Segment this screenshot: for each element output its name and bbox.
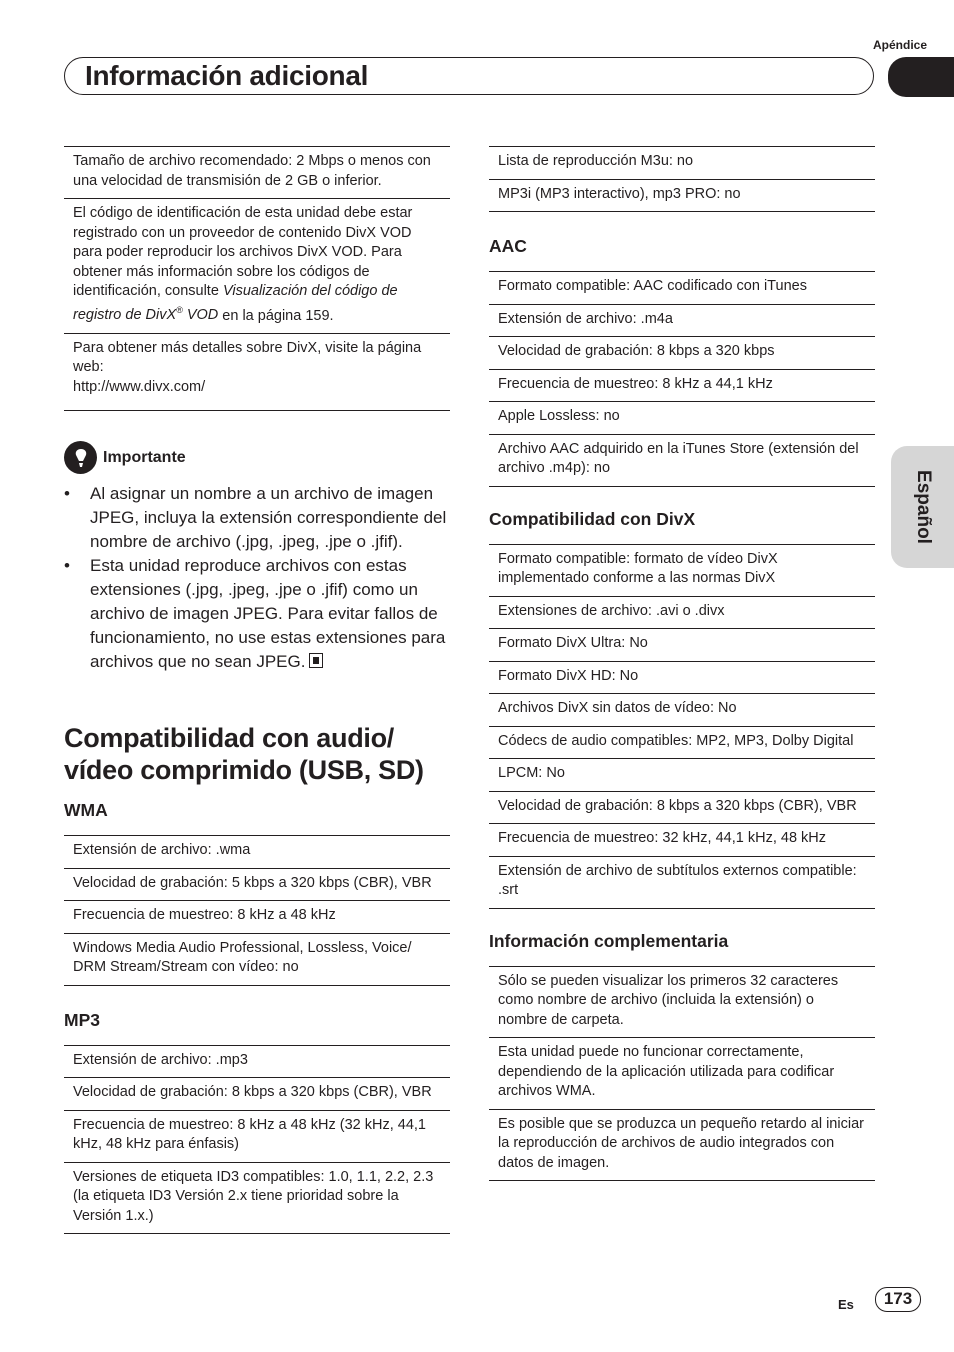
table-row (489, 147, 875, 180)
table-row (489, 272, 875, 305)
important-list (64, 482, 450, 674)
table-row (489, 304, 875, 337)
table-row (489, 544, 875, 596)
table-cell: MP3i (MP3 interactivo), mp3 PRO: no (489, 179, 875, 212)
list-item: • Al asignar un nombre a un archivo de imagen JPEG, incluya la extensión correspondiente del nombre de archivo (.jpg, .jpeg, .jpe o .jfif). (64, 482, 450, 554)
right-column (489, 146, 875, 1181)
table-cell: Extensión de archivo: .m4a (489, 304, 875, 337)
table-cell: Códecs de audio compatibles: MP2, MP3, Dolby Digital (489, 726, 875, 759)
aac-heading: AAC (489, 236, 527, 256)
table-row (489, 759, 875, 792)
table-cell: Frecuencia de muestreo: 32 kHz, 44,1 kHz, 48 kHz (489, 824, 875, 857)
table-row (64, 199, 450, 334)
page-number: 173 (875, 1287, 921, 1312)
table-cell: Archivo AAC adquirido en la iTunes Store (extensión del archivo .m4p): no (489, 434, 875, 486)
divx-id-text: El código de identificación de esta unidad debe estar registrado con un proveedor de contenido DivX VOD para poder reproducir los archivos DivX VOD. Para obtener más información sobre los códigos de identificación, consulte (73, 205, 413, 299)
extra-info-table (489, 966, 875, 1182)
table-row (489, 1038, 875, 1110)
divx-registration-reference: Visualización del código de registro de DivX® VOD (73, 283, 398, 324)
table-row (489, 966, 875, 1038)
table-row (64, 868, 450, 901)
important-label: Importante (103, 448, 186, 466)
table-cell: Extensiones de archivo: .avi o .divx (489, 596, 875, 629)
table-cell: Extensión de archivo: .wma (64, 836, 450, 869)
table-row (489, 434, 875, 486)
important-icon (64, 441, 97, 474)
table-row (64, 1045, 450, 1078)
table-row (489, 402, 875, 435)
language-tab (891, 446, 954, 568)
table-row (489, 596, 875, 629)
end-of-section-icon (309, 653, 323, 668)
divx-url: http://www.divx.com/ (73, 378, 206, 395)
table-cell: Tamaño de archivo recomendado: 2 Mbps o menos con una velocidad de transmisión de 2 GB o inferior. (64, 147, 450, 199)
table-row (489, 337, 875, 370)
divx-page-reference: en la página 159. (222, 307, 334, 324)
table-row (489, 694, 875, 727)
table-row (489, 791, 875, 824)
table-row (489, 1109, 875, 1181)
table-cell: Velocidad de grabación: 8 kbps a 320 kbps (CBR), VBR (64, 1078, 450, 1111)
table-row (64, 1110, 450, 1162)
extra-info-heading: Información complementaria (489, 930, 729, 951)
table-row (489, 369, 875, 402)
table-row (64, 147, 450, 199)
table-cell: Apple Lossless: no (489, 402, 875, 435)
table-cell: Formato compatible: formato de vídeo DivX implementado conforme a las normas DivX (489, 544, 875, 596)
wma-heading: WMA (64, 800, 108, 821)
table-cell: Extensión de archivo: .mp3 (64, 1045, 450, 1078)
table-cell: Extensión de archivo de subtítulos externos compatible: .srt (489, 856, 875, 908)
page-title: Información adicional (85, 60, 369, 91)
table-cell: Lista de reproducción M3u: no (489, 147, 875, 180)
divx-info-text: Para obtener más detalles sobre DivX, visite la página web: (73, 339, 422, 376)
important-header (64, 441, 450, 474)
section-heading: Compatibilidad con audio/ vídeo comprimido (USB, SD) (64, 723, 424, 786)
table-cell: Windows Media Audio Professional, Lossless, Voice/ DRM Stream/Stream con vídeo: no (64, 933, 450, 985)
table-row (64, 1162, 450, 1234)
footer-language-code: Es (838, 1297, 854, 1312)
table-row (489, 726, 875, 759)
table-cell: Velocidad de grabación: 8 kbps a 320 kbps (489, 337, 875, 370)
table-cell (64, 333, 450, 411)
table-cell: Velocidad de grabación: 8 kbps a 320 kbps (CBR), VBR (489, 791, 875, 824)
table-cell (64, 199, 450, 334)
table-row (489, 661, 875, 694)
table-row (64, 933, 450, 985)
table-cell: Velocidad de grabación: 5 kbps a 320 kbps (CBR), VBR (64, 868, 450, 901)
table-row (64, 836, 450, 869)
wma-table (64, 835, 450, 986)
table-cell: Sólo se pueden visualizar los primeros 32 caracteres como nombre de archivo (incluida la extensión) o nombre de carpeta. (489, 966, 875, 1038)
mp3-table (64, 1045, 450, 1235)
table-cell: Frecuencia de muestreo: 8 kHz a 48 kHz (32 kHz, 44,1 kHz, 48 kHz para énfasis) (64, 1110, 450, 1162)
table-cell: Formato compatible: AAC codificado con iTunes (489, 272, 875, 305)
table-cell: Versiones de etiqueta ID3 compatibles: 1.0, 1.1, 2.2, 2.3 (la etiqueta ID3 Versión 2.x tiene prioridad sobre la Versión 1.x.) (64, 1162, 450, 1234)
aac-table (489, 271, 875, 487)
list-item: • Esta unidad reproduce archivos con estas extensiones (.jpg, .jpeg, .jpe o .jfif) como un archivo de imagen JPEG. Para evitar fallos de funcionamiento, no use estas extensiones para archivos que no sean JPEG. (64, 554, 450, 674)
section-label: Apéndice (872, 38, 927, 52)
table-cell: LPCM: No (489, 759, 875, 792)
table-row (489, 629, 875, 662)
divx-heading: Compatibilidad con DivX (489, 508, 696, 529)
table-cell: Es posible que se produzca un pequeño retardo al iniciar la reproducción de archivos de audio integrados con datos de imagen. (489, 1109, 875, 1181)
mp3-continued-table (489, 146, 875, 212)
language-tab-label: Español (912, 470, 934, 544)
table-row (64, 901, 450, 934)
divx-notes-table (64, 146, 450, 411)
divx-table (489, 544, 875, 909)
table-row (64, 1078, 450, 1111)
left-column (64, 146, 450, 1234)
table-cell: Esta unidad puede no funcionar correctamente, dependiendo de la aplicación utilizada para codificar archivos WMA. (489, 1038, 875, 1110)
table-row (489, 179, 875, 212)
mp3-heading: MP3 (64, 1009, 100, 1030)
table-cell: Frecuencia de muestreo: 8 kHz a 48 kHz (64, 901, 450, 934)
table-row (489, 856, 875, 908)
table-cell: Formato DivX HD: No (489, 661, 875, 694)
table-row (489, 824, 875, 857)
page-title-box (64, 57, 874, 95)
table-cell: Formato DivX Ultra: No (489, 629, 875, 662)
table-cell: Frecuencia de muestreo: 8 kHz a 44,1 kHz (489, 369, 875, 402)
table-cell: Archivos DivX sin datos de vídeo: No (489, 694, 875, 727)
section-tab-marker (888, 57, 954, 97)
table-row (64, 333, 450, 411)
